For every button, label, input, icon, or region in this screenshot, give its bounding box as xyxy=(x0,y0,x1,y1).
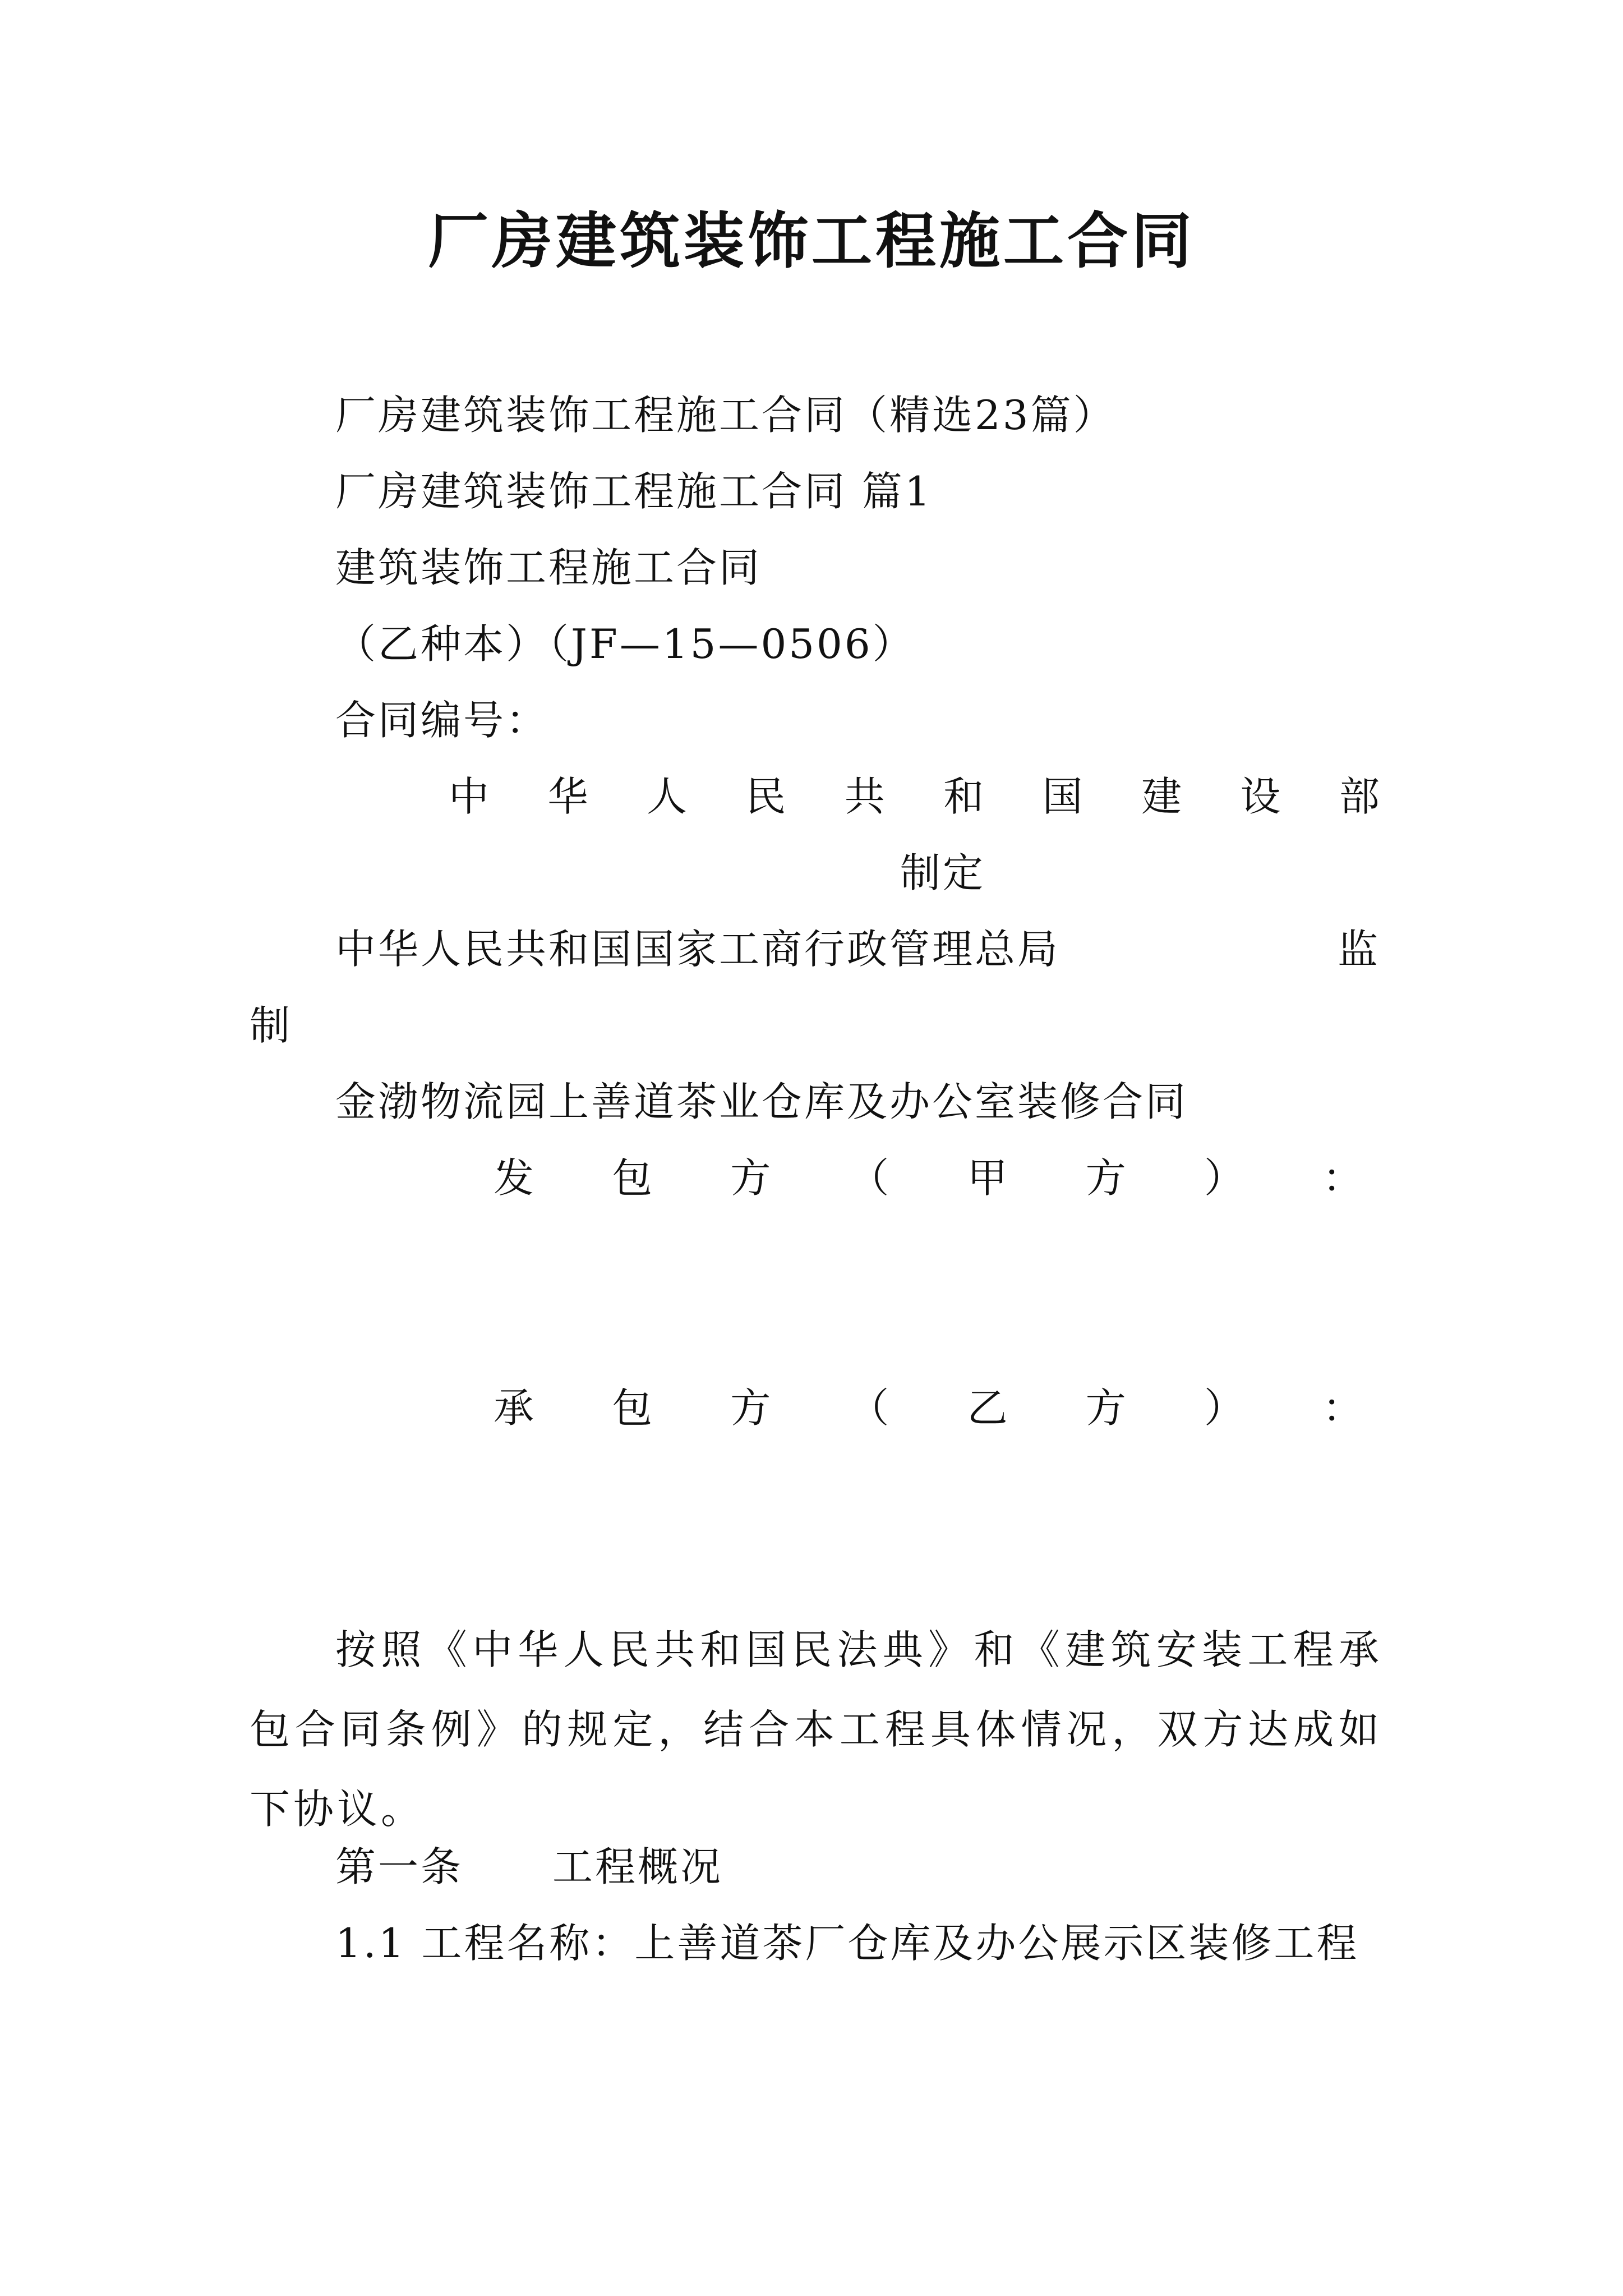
project-title: 金渤物流园上善道茶业仓库及办公室装修合同 xyxy=(335,1078,1188,1125)
party-b-char: （ xyxy=(849,1384,889,1432)
issuer-line xyxy=(449,769,1380,825)
party-b-char: 承 xyxy=(494,1384,534,1432)
issuer-char: 共 xyxy=(844,773,885,820)
contract-number-label: 合同编号： xyxy=(335,697,549,744)
issuer-char: 华 xyxy=(547,773,588,820)
article-1-title: 工程概况 xyxy=(552,1843,723,1890)
party-b-char: 乙 xyxy=(967,1384,1008,1432)
party-b-char: 方 xyxy=(1085,1384,1126,1432)
preamble-paragraph: 按照《中华人民共和国民法典》和《建筑安装工程承包合同条例》的规定，结合本工程具体情况，双方达成如下协议。 xyxy=(250,1626,1382,1833)
party-a-char: 包 xyxy=(612,1154,653,1202)
supervisor-action-first-char: 监 xyxy=(1338,926,1381,973)
document-title: 厂房建筑装饰工程施工合同 xyxy=(427,206,1195,277)
issuer-char: 民 xyxy=(745,773,786,820)
contract-name: 建筑装饰工程施工合同 xyxy=(335,544,762,591)
clause-1-1: 1.1 工程名称：上善道茶厂仓库及办公展示区装修工程 xyxy=(335,1920,1359,1967)
issuer-char: 和 xyxy=(943,773,984,820)
issuer-char: 设 xyxy=(1240,773,1281,820)
party-b-line xyxy=(494,1380,1363,1436)
issuer-char: 建 xyxy=(1141,773,1182,820)
section-heading: 厂房建筑装饰工程施工合同 篇1 xyxy=(335,468,933,515)
party-a-char: 方 xyxy=(1085,1154,1126,1202)
contract-edition: （乙种本）（JF—15—0506） xyxy=(335,620,915,668)
party-b-char: 方 xyxy=(730,1384,771,1432)
issuer-char: 人 xyxy=(646,773,687,820)
party-a-char: ） xyxy=(1204,1154,1244,1202)
party-a-line xyxy=(494,1150,1363,1206)
document-subtitle: 厂房建筑装饰工程施工合同（精选23篇） xyxy=(335,392,1116,439)
party-a-char: 甲 xyxy=(967,1154,1008,1202)
party-a-char: ： xyxy=(1322,1154,1363,1202)
supervisor-line: 中华人民共和国国家工商行政管理总局 xyxy=(335,926,1061,973)
party-a-char: 发 xyxy=(494,1154,534,1202)
article-1-label: 第一条 xyxy=(335,1843,464,1890)
issuer-action: 制定 xyxy=(900,849,986,896)
party-b-char: ） xyxy=(1204,1384,1244,1432)
issuer-char: 国 xyxy=(1042,773,1083,820)
party-b-char: 包 xyxy=(612,1384,653,1432)
party-a-char: （ xyxy=(849,1154,889,1202)
party-b-char: ： xyxy=(1322,1384,1363,1432)
issuer-char: 部 xyxy=(1339,773,1380,820)
supervisor-action-second-char: 制 xyxy=(250,1002,293,1049)
issuer-char: 中 xyxy=(449,773,490,820)
party-a-char: 方 xyxy=(730,1154,771,1202)
